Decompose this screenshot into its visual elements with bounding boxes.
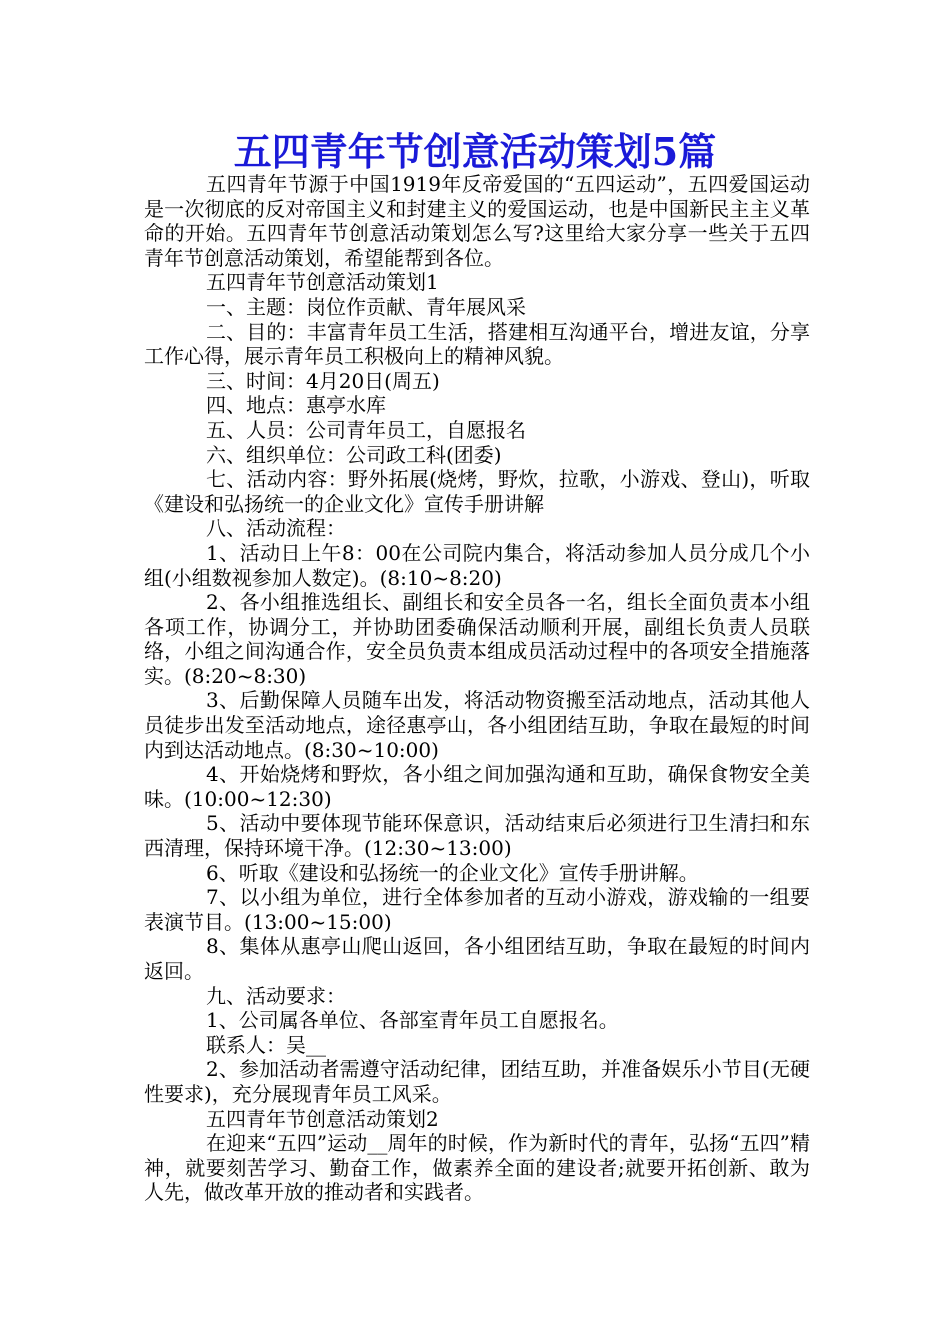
item-content: 七、活动内容：野外拓展(烧烤，野炊，拉歌，小游戏、登山)，听取《建设和弘扬统一的企业文化》宣传手册讲解 [144, 467, 810, 516]
section-heading-plan-1: 五四青年节创意活动策划1 [206, 270, 439, 295]
plan-2-intro: 在迎来“五四”运动__周年的时候，作为新时代的青年，弘扬“五四”精神，就要刻苦学习、勤奋工作，做素养全面的建设者;就要开拓创新、敢为人先，做改革开放的推动者和实践者。 [144, 1131, 810, 1205]
item-purpose: 二、目的：丰富青年员工生活，搭建相互沟通平台，增进友谊，分享工作心得，展示青年员工积极向上的精神风貌。 [144, 319, 810, 369]
process-step-1: 1、活动日上午8：00在公司院内集合，将活动参加人员分成几个小组(小组数视参加人数定)。(8:10~8:20) [144, 540, 810, 590]
item-process-heading: 八、活动流程： [206, 516, 346, 541]
contact-person: 联系人：吴__ [206, 1032, 326, 1057]
item-location: 四、地点：惠亭水库 [206, 393, 386, 418]
document-body [144, 172, 810, 1205]
item-theme: 一、主题：岗位作贡献、青年展风采 [206, 294, 526, 319]
process-step-8: 8、集体从惠亭山爬山返回，各小组团结互助，争取在最短的时间内返回。 [144, 934, 810, 983]
intro-paragraph: 五四青年节源于中国1919年反帝爱国的“五四运动”，五四爱国运动是一次彻底的反对帝国主义和封建主义的爱国运动，也是中国新民主主义革命的开始。五四青年节创意活动策划怎么写?这里给大家分享一些关于五四青年节创意活动策划，希望能帮到各位。 [144, 172, 810, 270]
requirement-2: 2、参加活动者需遵守活动纪律，团结互助，并准备娱乐小节目(无硬性要求)，充分展现青年员工风采。 [144, 1057, 810, 1106]
process-step-3: 3、后勤保障人员随车出发，将活动物资搬至活动地点，活动其他人员徒步出发至活动地点，途径惠亭山，各小组团结互助，争取在最短的时间内到达活动地点。(8:30~10:00) [144, 688, 810, 762]
process-step-2: 2、各小组推选组长、副组长和安全员各一名，组长全面负责本小组各项工作，协调分工，并协助团委确保活动顺利开展，副组长负责人员联络，小组之间沟通合作，安全员负责本组成员活动过程中的各项安全措施落实。(8:20~8:30) [144, 590, 810, 688]
item-participants: 五、人员：公司青年员工，自愿报名 [206, 417, 526, 442]
section-heading-plan-2: 五四青年节创意活动策划2 [206, 1106, 439, 1131]
item-organizer: 六、组织单位：公司政工科(团委) [206, 442, 502, 467]
process-step-6: 6、听取《建设和弘扬统一的企业文化》宣传手册讲解。 [206, 860, 699, 885]
item-time: 三、时间：4月20日(周五) [206, 368, 440, 393]
process-step-5: 5、活动中要体现节能环保意识，活动结束后必须进行卫生清扫和东西清理，保持环境干净。(12:30~13:00) [144, 811, 810, 861]
item-requirements-heading: 九、活动要求： [206, 983, 346, 1008]
document-title: 五四青年节创意活动策划5篇 [233, 129, 717, 174]
requirement-1: 1、公司属各单位、各部室青年员工自愿报名。 [206, 1008, 619, 1033]
process-step-4: 4、开始烧烤和野炊，各小组之间加强沟通和互助，确保食物安全美味。(10:00~12:30) [144, 762, 810, 811]
process-step-7: 7、以小组为单位，进行全体参加者的互动小游戏，游戏输的一组要表演节目。(13:00~15:00) [144, 885, 810, 934]
